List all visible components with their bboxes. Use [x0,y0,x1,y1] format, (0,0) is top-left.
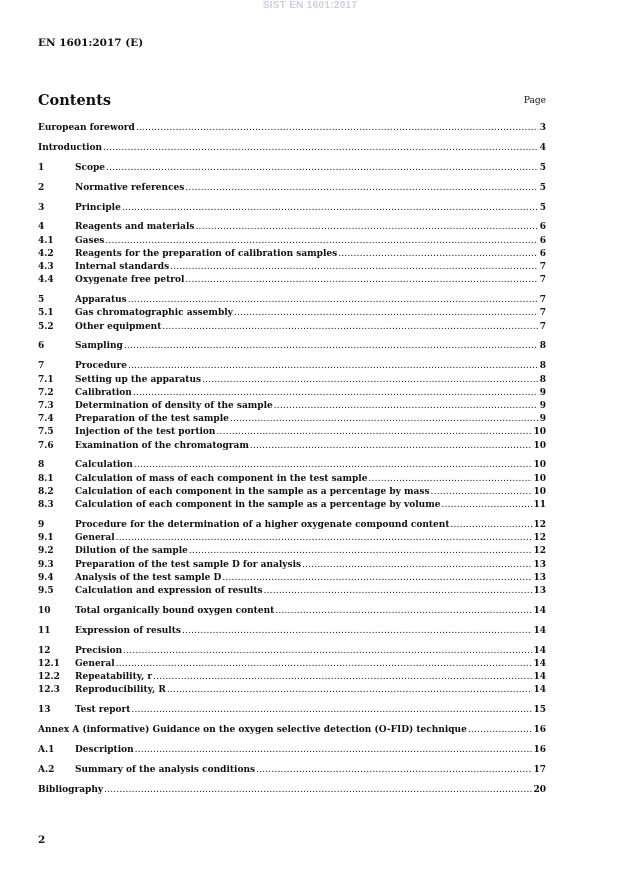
page-column-label: Page [523,96,546,106]
toc-entry-page: 14 [533,625,546,636]
dot-leader [106,162,538,175]
toc-entry [38,764,546,777]
dot-leader [167,684,533,697]
toc-entry-number: 10 [38,605,51,616]
dot-leader [431,486,533,499]
toc-entry-number: 9 [38,519,45,530]
toc-entry-title: General [75,658,115,669]
toc-entry-number: 12 [38,645,51,656]
toc-entry-title: Summary of the analysis conditions [75,764,256,775]
dot-leader [302,559,532,572]
dot-leader [441,499,532,512]
dot-leader [128,294,538,307]
dot-leader [103,142,538,155]
toc-entry [38,605,546,618]
toc-entry-page: 13 [533,572,546,583]
dot-leader [116,658,533,671]
toc-entry-page: 6 [539,222,546,233]
toc-entry-number: 11 [38,625,51,636]
dot-leader [136,122,538,135]
toc-entry-page: 13 [533,585,546,596]
dot-leader [170,261,538,274]
toc-entry [38,459,546,472]
toc-entry-number: 12.3 [38,685,60,696]
toc-entry-page: 10 [533,460,546,471]
toc-entry-title: Oxygenate free petrol [75,275,185,286]
toc-entry-page: 7 [539,275,546,286]
toc-entry-page: 4 [539,142,546,153]
toc-entry-number: 8.3 [38,500,54,511]
toc-entry-page: 15 [533,705,546,716]
toc-entry [38,202,546,215]
toc-entry-page: 12 [533,519,546,530]
toc-entry [38,142,546,155]
toc-entry-number: 8 [38,460,45,471]
toc-entry-number: 9.2 [38,546,54,557]
toc-entry-title: Preparation of the test sample [75,414,229,425]
toc-entry [38,248,546,261]
toc-entry-title: Procedure for the determination of a higher oxygenate compound content [75,519,450,530]
toc-entry-number: 7.2 [38,387,54,398]
toc-entry-title: Repeatability, r [75,672,153,683]
toc-entry-title: Reagents and materials [75,222,195,233]
dot-leader [338,248,538,261]
toc-entry [38,261,546,274]
toc-entry-page: 5 [539,182,546,193]
dot-leader [368,473,532,486]
toc-entry [38,724,546,737]
toc-entry-title: Preparation of the test sample D for analysis [75,559,302,570]
toc-entry-title: Other equipment [75,321,162,332]
toc-entry-title: Introduction [38,142,103,153]
toc-entry [38,519,546,532]
dot-leader [222,572,532,585]
toc-entry-title: Examination of the chromatogram [75,440,249,451]
toc-entry-title: Description [75,744,134,755]
toc-entry [38,499,546,512]
toc-entry [38,122,546,135]
toc-entry-number: 7.6 [38,440,54,451]
toc-entry [38,684,546,697]
dot-leader [274,400,538,413]
toc-entry [38,486,546,499]
toc-entry-number: 8.1 [38,473,54,484]
toc-entry-title: Apparatus [75,295,127,306]
toc-entry [38,162,546,175]
dot-leader [131,704,532,717]
dot-leader [275,605,532,618]
toc-entry-number: A.2 [38,764,55,775]
toc-entry-page: 12 [533,533,546,544]
toc-entry-page: 9 [539,400,546,411]
dot-leader [256,764,532,777]
toc-entry-page: 10 [533,427,546,438]
toc-entry [38,321,546,334]
toc-entry-title: Calculation [75,460,133,471]
toc-entry-page: 20 [533,784,546,795]
toc-entry [38,307,546,320]
toc-entry-title: Calculation of mass of each component in the test sample [75,473,368,484]
toc-entry-page: 16 [533,725,546,736]
toc-entry-number: 4.1 [38,235,54,246]
toc-entry-number: 5 [38,295,45,306]
toc-entry [38,473,546,486]
toc-entry-page: 10 [533,486,546,497]
toc-entry [38,784,546,797]
toc-entry-page: 14 [533,685,546,696]
toc-entry [38,360,546,373]
toc-entry-page: 10 [533,440,546,451]
toc-entry-title: Total organically bound oxygen content [75,605,275,616]
toc-entry [38,532,546,545]
toc-entry [38,235,546,248]
toc-entry-number: 7 [38,361,45,372]
dot-leader [123,645,532,658]
toc-entry-number: 12.1 [38,658,60,669]
toc-entry [38,426,546,439]
dot-leader [104,784,532,797]
toc-entry-number: A.1 [38,744,55,755]
toc-entry-number: 4.2 [38,248,54,259]
dot-leader [133,387,538,400]
toc-entry [38,182,546,195]
toc-entry [38,559,546,572]
toc-entry-page: 13 [533,559,546,570]
toc-entry [38,671,546,684]
dot-leader [451,519,533,532]
toc-entry-page: 17 [533,764,546,775]
toc-entry [38,374,546,387]
toc-entry-title: Setting up the apparatus [75,374,202,385]
toc-entry [38,572,546,585]
document-id: EN 1601:2017 (E) [38,37,144,49]
toc-entry-page: 14 [533,658,546,669]
dot-leader [116,532,533,545]
toc-entry-page: 3 [539,123,546,133]
toc-entry [38,387,546,400]
toc-entry-page: 5 [539,162,546,173]
dot-leader [468,724,533,737]
toc-entry-page: 7 [539,262,546,273]
toc-entry-page: 7 [539,295,546,306]
toc-entry-page: 12 [533,546,546,557]
dot-leader [124,340,538,353]
toc-entry-title: Precision [75,645,123,656]
toc-entry-number: 3 [38,202,45,213]
toc-entry-number: 7.4 [38,414,54,425]
dot-leader [189,545,533,558]
dot-leader [195,221,538,234]
toc-entry-title: Reproducibility, R [75,685,166,696]
toc-entry-number: 7.3 [38,400,54,411]
toc-entry-number: 1 [38,162,45,173]
toc-entry-title: Reagents for the preparation of calibration samples [75,248,338,259]
dot-leader [264,585,533,598]
toc-entry-number: 8.2 [38,486,54,497]
toc-entry [38,658,546,671]
toc-entry-title: General [75,533,115,544]
dot-leader [202,374,538,387]
toc-entry-title: Determination of density of the sample [75,400,273,411]
toc-entry-title: Dilution of the sample [75,546,188,557]
table-of-contents [38,122,546,797]
toc-entry-page: 9 [539,387,546,398]
toc-entry-number: 9.3 [38,559,54,570]
toc-entry-number: 13 [38,705,51,716]
toc-entry-title: Analysis of the test sample D [75,572,222,583]
toc-entry [38,400,546,413]
toc-entry [38,645,546,658]
toc-entry-number: 12.2 [38,672,60,683]
toc-entry-number: 6 [38,341,45,352]
toc-entry-title: Bibliography [38,784,104,795]
toc-entry-page: 11 [533,500,546,511]
toc-entry-number: 5.2 [38,321,54,332]
toc-entry-number: 7.1 [38,374,54,385]
dot-leader [234,307,538,320]
toc-entry-page: 8 [539,341,546,352]
toc-entry-page: 14 [533,605,546,616]
toc-entry-number: 4.4 [38,275,54,286]
toc-entry-page: 6 [539,248,546,259]
toc-entry-page: 9 [539,414,546,425]
dot-leader [182,625,533,638]
toc-entry-title: Calculation of each component in the sample as a percentage by mass [75,486,430,497]
toc-entry-title: Injection of the test portion [75,427,216,438]
contents-heading: Contents [38,92,112,109]
toc-entry-number: 4.3 [38,262,54,273]
toc-entry-page: 14 [533,672,546,683]
toc-entry-page: 14 [533,645,546,656]
toc-entry-title: Internal standards [75,262,170,273]
toc-entry [38,340,546,353]
dot-leader [185,182,538,195]
toc-entry-number: 9.1 [38,533,54,544]
toc-entry [38,744,546,757]
toc-entry-title: Calibration [75,387,132,398]
toc-entry-page: 5 [539,202,546,213]
page-number: 2 [38,834,46,846]
toc-entry [38,294,546,307]
toc-entry [38,413,546,426]
toc-entry-number: 2 [38,182,45,193]
dot-leader [105,235,538,248]
dot-leader [162,321,538,334]
dot-leader [134,459,533,472]
toc-entry [38,221,546,234]
toc-entry-title: Annex A (informative) Guidance on the oxygen selective detection (O-FID) technique [38,725,467,736]
toc-entry-title: Test report [75,705,131,716]
toc-entry-title: Normative references [75,182,185,193]
dot-leader [230,413,538,426]
toc-entry-number: 7.5 [38,427,54,438]
toc-entry-page: 7 [539,321,546,332]
toc-entry [38,274,546,287]
dot-leader [122,202,538,215]
dot-leader [216,426,532,439]
dot-leader [185,274,538,287]
toc-entry-page: 6 [539,235,546,246]
toc-entry-number: 9.5 [38,585,54,596]
toc-entry-title: Scope [75,162,106,173]
dot-leader [135,744,533,757]
toc-entry-title: Gases [75,235,105,246]
toc-entry-number: 9.4 [38,572,54,583]
toc-entry [38,545,546,558]
toc-entry-number: 4 [38,222,45,233]
dot-leader [153,671,532,684]
dot-leader [128,360,538,373]
toc-entry-title: Sampling [75,341,123,352]
toc-entry [38,585,546,598]
toc-entry-title: Calculation of each component in the sample as a percentage by volume [75,500,441,511]
toc-entry-title: European foreword [38,123,135,133]
toc-entry-page: 16 [533,744,546,755]
watermark: SIST EN 1601:2017 [262,0,358,11]
toc-entry-page: 8 [539,361,546,372]
toc-entry [38,625,546,638]
toc-entry-title: Gas chromatographic assembly [75,308,233,319]
toc-entry [38,704,546,717]
toc-entry-title: Expression of results [75,625,181,636]
toc-entry [38,440,546,453]
toc-entry-title: Procedure [75,361,128,372]
toc-entry-title: Principle [75,202,121,213]
toc-entry-title: Calculation and expression of results [75,585,263,596]
toc-entry-number: 5.1 [38,308,54,319]
toc-entry-page: 8 [539,374,546,385]
dot-leader [250,440,533,453]
toc-entry-page: 10 [533,473,546,484]
toc-entry-page: 7 [539,308,546,319]
